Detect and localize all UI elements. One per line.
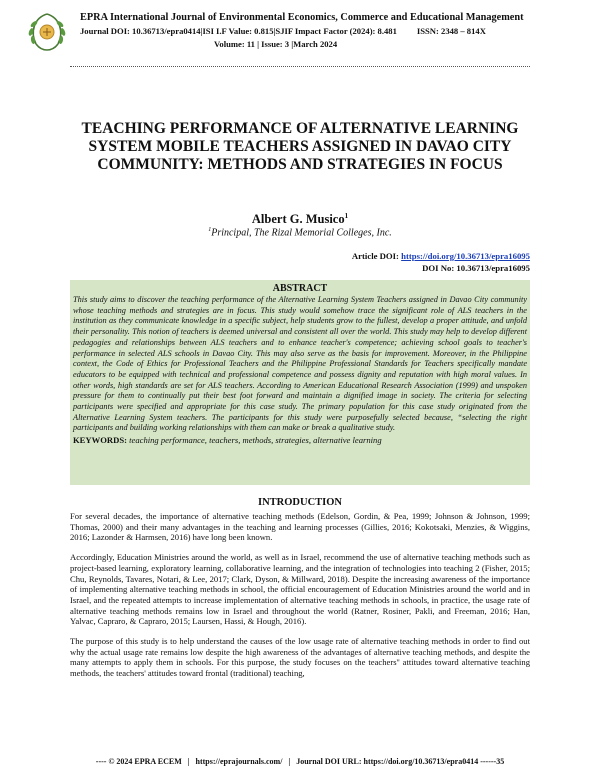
doi-number: DOI No: 10.36713/epra16095: [422, 263, 530, 273]
doi-block: [352, 250, 530, 274]
article-doi-link[interactable]: https://doi.org/10.36713/epra16095: [401, 251, 530, 261]
journal-title: EPRA International Journal of Environmental Economics, Commerce and Educational Management: [80, 12, 524, 23]
abstract-box: [70, 280, 530, 485]
affiliation-superscript: 1: [208, 227, 212, 233]
footer-journal-doi[interactable]: Journal DOI URL: https://doi.org/10.36713/epra0414: [296, 757, 479, 766]
journal-doi-impact: Journal DOI: 10.36713/epra0414|ISI I.F Value: 0.815|SJIF Impact Factor (2024): 8.481: [80, 26, 397, 36]
keywords-label: KEYWORDS:: [73, 435, 127, 446]
intro-paragraph-1: For several decades, the importance of alternative teaching methods (Edelson, Gordin, & Pea, 1999; Johnson & Johnson, 1999; Thomas, 2000) and their many advantages in the teaching and learning processes (Gillies, 2016; Kokotsaki, Menzies, & Wiggins, 2016; Lazonder & Harmsen, 2016) have long been known.: [70, 511, 530, 543]
intro-paragraph-3: The purpose of this study is to help understand the causes of the low usage rate of alternative teaching methods in order to find out why the actual usage rate remains low despite the high awareness of the advantages of alternative teaching methods, and despite the many attempts to apply them in schools. For this purpose, the study focuses on the teachers'' attitudes toward alternative teaching methods, the teachers' attitudes toward frontal (traditional) teaching,: [70, 636, 530, 679]
page-footer: ---- © 2024 EPRA ECEM | https://eprajournals.com/ | Journal DOI URL: https://doi.org/10.36713/epra0414 ------35: [95, 757, 505, 766]
page-number: ------35: [480, 757, 505, 766]
journal-volume: Volume: 11 | Issue: 3 |March 2024: [214, 39, 338, 49]
keywords: [73, 435, 527, 445]
footer-copyright: ---- © 2024 EPRA ECEM: [95, 757, 182, 766]
intro-paragraph-2: Accordingly, Education Ministries around the world, as well as in Israel, recommend the use of alternative teaching methods such as project-based learning, exploratory learning, collaborative learning, and the integration of technologies into teaching 2 (Fisher, 2015; Chu, Reynolds, Tavares, Notari, & Lee, 2017; Clark, Dyson, & Millward, 2018). Despite the increasing awareness of the importance of implementing alternative teaching methods in school, the official encouragement of Education Ministries around the world and in Israel, and the repeated attempts to increase implementation of alternative teaching methods in schools, in practice, the usage rate of alternative teaching methods remains low in Israel and throughout the world (Ratner, Rosiner, Pakli, and Freeman, 2016; Han, Yalvac, Capraro, & Capraro, 2015; Laursen, Hassi, & Hough, 2016).: [70, 552, 530, 627]
introduction-heading: INTRODUCTION: [257, 497, 342, 508]
author-superscript: 1: [344, 212, 349, 220]
article-title: TEACHING PERFORMANCE OF ALTERNATIVE LEARNING SYSTEM MOBILE TEACHERS ASSIGNED IN DAVAO CITY COMMUNITY: METHODS AND STRATEGIES IN FOCUS: [81, 120, 519, 173]
footer-site-link[interactable]: https://eprajournals.com/: [195, 757, 283, 766]
abstract-heading: ABSTRACT: [272, 283, 328, 294]
abstract-text: This study aims to discover the teaching performance of the Alternative Learning System Teachers assigned in Davao City community whose teaching methods and strategies are in focus. This study would somehow trace the significant role of ALS teachers in the institution as they communicate knowledge in a specific subject, help students grow to the fullest, develop a proper attitude, and unfold their personality. This notion of teachers is deemed universal and consistent all over the world. This study may help to develop different pedagogies and relationships between ALS teachers and to enhance teacher's competence; achieving school goals to teacher's performance in selected ALS schools in Davao City. This may also serve as the basis for improvement. Moreover, in the Philippine context, the Code of Ethics for Professional Teachers and the Philippine Professional Standards for Teachers specifically mandate educators to be equipped with technical and professional competence and possess dignity and reputation with high moral values. In other words, high standards are set for ALS teachers. According to American Educational Research Association (1999) and unspoken pressure for them to continually put their best foot forward and maintain a dignified image in society. The criteria for selecting participants were specified and appropriate for this case study. The primary population for this case study originated from the Alternative Learning System teachers. The participants for this study were purposefully selected because, “selecting the right participants and building working relationships with them can make or break a qualitative study.: [73, 295, 527, 433]
header-divider: [70, 66, 530, 67]
journal-logo: [24, 10, 70, 56]
author-affiliation: $^1$Principal, The Rizal Memorial Colleges, Inc.: [208, 227, 392, 239]
journal-meta: [80, 26, 486, 36]
journal-issn: ISSN: 2348 – 814X: [416, 26, 486, 36]
journal-header: [14, 8, 586, 70]
article-doi-line: Article DOI: https://doi.org/10.36713/epra16095: [351, 251, 530, 261]
keywords-text: teaching performance, teachers, methods, strategies, alternative learning: [129, 435, 382, 446]
author-name: Albert G. Musico$^1$: [251, 212, 349, 227]
introduction-body: [70, 511, 530, 688]
